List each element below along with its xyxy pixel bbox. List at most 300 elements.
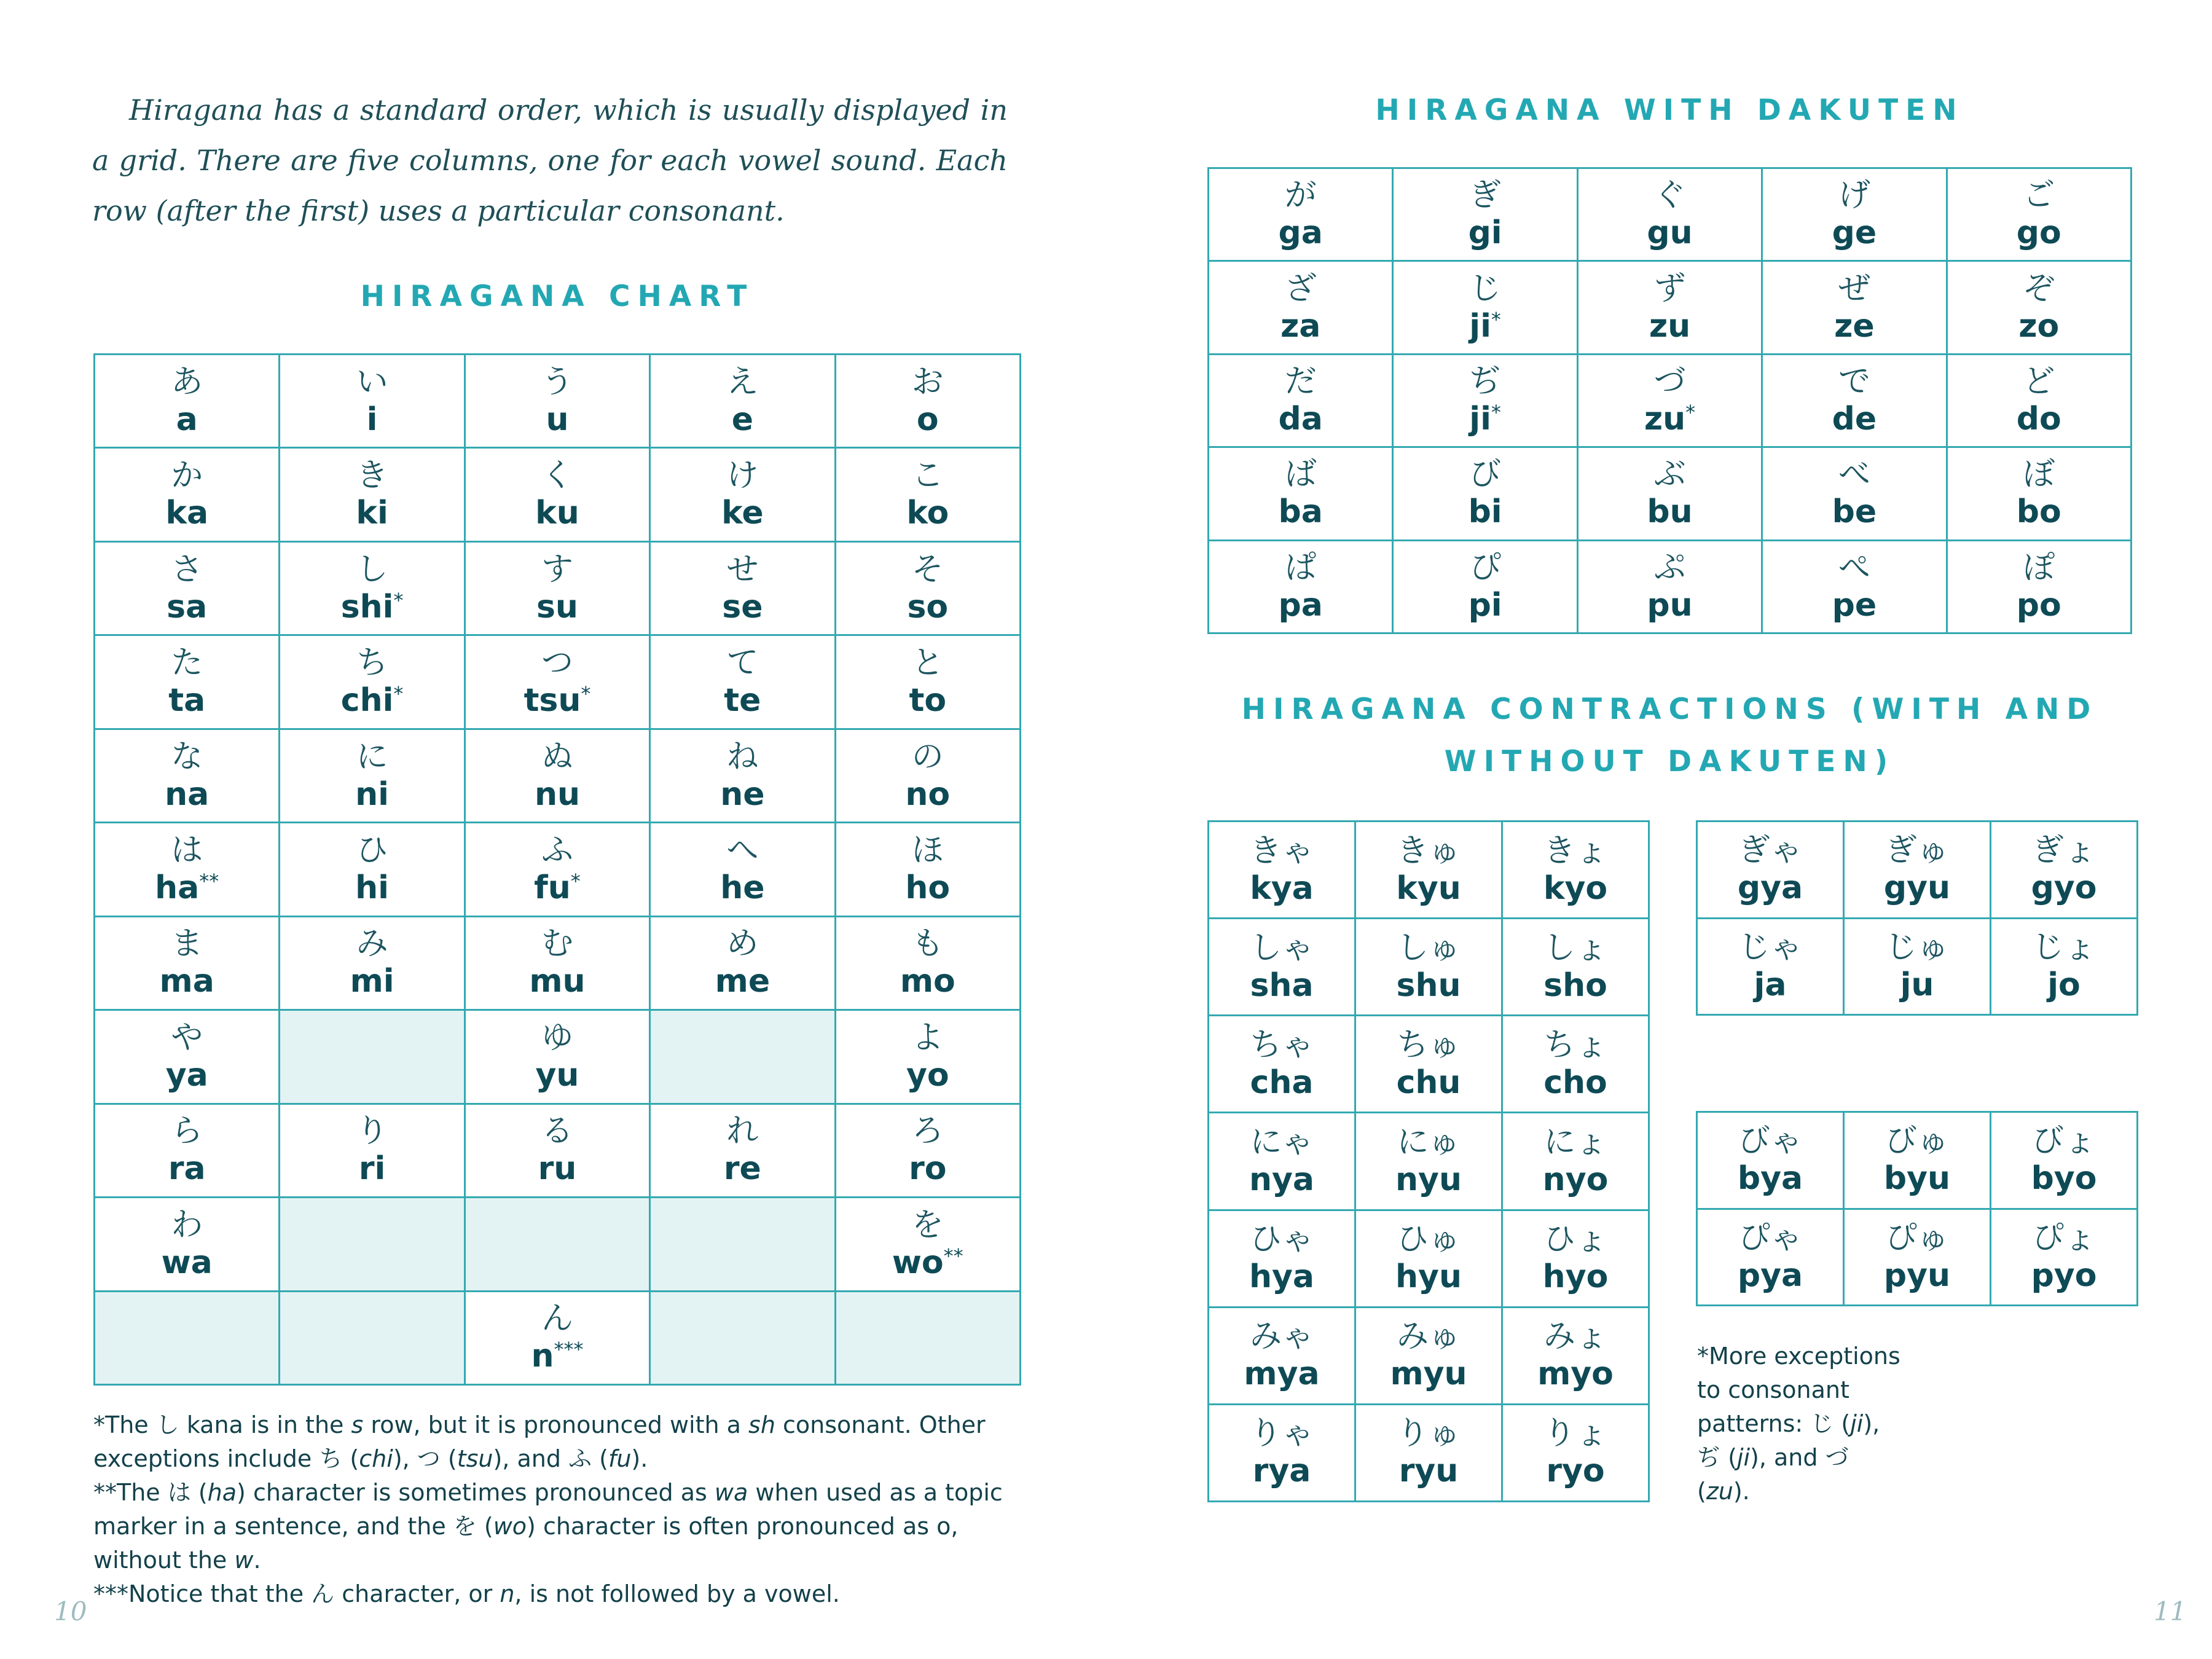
footnote-text: when used as a topic [748,1479,1003,1506]
romaji [1579,400,1761,438]
kana-character: あ [171,363,203,401]
kana-character: す [541,551,573,588]
romaji [1394,586,1576,624]
romaji [1209,1161,1354,1199]
footnote-text: tsu [457,1445,493,1472]
table-row [1209,1113,1649,1210]
kana-cell [1209,1016,1355,1113]
kana-cell [95,916,280,1010]
kana-cell [1762,540,1947,633]
kana-cell [835,729,1020,822]
kana-character: る [541,1113,573,1150]
romaji-text: chi [340,682,394,720]
kana-character: ぶ [1653,456,1686,493]
romaji-text: ru [538,1150,577,1188]
table-row [1697,822,2138,919]
kana-cell [95,355,280,448]
romaji-text: go [2016,214,2061,252]
kana-character: ちょ [1543,1026,1607,1064]
kana-character: さ [171,551,203,588]
romaji [1763,493,1945,531]
romaji-text: gya [1737,869,1803,907]
footnote-text: marker in a sentence, and the を ( [93,1513,493,1540]
table-row [95,1291,1021,1384]
romaji [1394,307,1576,345]
romaji [95,775,278,814]
romaji [651,775,834,814]
romaji [836,494,1019,532]
table-row [1209,1210,1649,1307]
kana-cell [465,448,649,541]
footnote-text: w [234,1547,254,1574]
romaji-text: pu [1647,586,1693,624]
dakuten-title: HIRAGANA WITH DAKUTEN [1375,93,1964,127]
romaji-text: to [909,682,947,720]
kana-character: きゅ [1396,832,1461,869]
footnote-text: ). [631,1445,648,1472]
romaji-text: fu [534,869,571,906]
romaji-text: bo [2016,493,2061,531]
kana-cell [1502,1307,1649,1404]
kana-cell [835,355,1020,448]
romaji-text: ba [1278,493,1323,531]
table-row [95,635,1021,729]
kana-character: た [171,645,203,682]
romaji [466,494,649,532]
empty-cell [280,1291,465,1384]
romaji-text: a [176,401,198,438]
romaji-text: nu [534,775,580,813]
kana-character: ぐ [1653,177,1686,214]
kana-character: わ [171,1206,203,1244]
table-row [1209,822,1649,919]
kana-cell [1355,1307,1502,1404]
kana-character: しゅ [1396,929,1461,967]
romaji [1948,307,2130,345]
footnote-text: s [351,1411,364,1438]
footnote-text: consonant. Other [775,1411,986,1438]
kana-character: こ [911,457,944,495]
footnote-line [1697,1441,1955,1475]
romaji [466,588,649,626]
romaji [651,401,834,439]
romaji [280,869,463,907]
contractions-b-p-table [1696,1111,2138,1306]
kana-character: ぽ [2023,549,2055,586]
kana-character: ど [2023,363,2055,400]
romaji-text: do [2016,400,2061,437]
romaji-text: me [715,963,771,1000]
kana-character: ぱ [1284,549,1317,586]
romaji [466,1056,649,1094]
kana-character: ざ [1284,270,1317,307]
kana-cell [1209,919,1355,1016]
footnote-text: chi [359,1445,393,1472]
kana-character: りゃ [1249,1415,1314,1453]
kana-character: と [911,645,944,682]
romaji [836,1150,1019,1188]
romaji [1503,1452,1648,1490]
kana-cell [1762,447,1947,540]
footnote-text: exceptions include ち ( [93,1445,359,1472]
romaji-text: ji [1469,307,1491,345]
romaji-text: ryu [1398,1453,1459,1490]
romaji [1991,1257,2136,1295]
kana-character: みょ [1543,1318,1607,1355]
romaji-text: hya [1249,1258,1314,1296]
table-row [1209,1307,1649,1404]
kana-cell [280,916,465,1010]
romaji [1356,1355,1501,1393]
romaji [651,494,834,532]
romaji-text: n [531,1338,554,1375]
romaji-text: sha [1250,967,1314,1004]
kana-cell [95,635,280,729]
kana-cell [1991,918,2138,1015]
romaji [95,962,278,1000]
intro-paragraph: Hiragana has a standard order, which is usually displayed in a grid. There are five columns, one for each vowel sound. Each row (after the first) uses a particular consonant. [92,93,1008,227]
romaji [1948,400,2130,438]
kana-cell [1577,540,1762,633]
page-number-left: 10 [54,1596,87,1626]
romaji [1356,869,1501,908]
romaji [1579,493,1761,531]
footnote-text: *More exceptions [1697,1343,1900,1370]
footnote-line [93,1442,1052,1476]
romaji [280,775,463,814]
footnote-line [93,1510,1052,1543]
romaji [651,1150,834,1188]
kana-cell [650,916,835,1010]
kana-cell [1209,822,1355,919]
table-row [1209,540,2132,633]
romaji-text: su [536,588,578,626]
romaji [280,401,463,439]
romaji [1356,1452,1501,1490]
kana-cell [1355,919,1502,1016]
romaji [1356,967,1501,1005]
kana-cell [95,729,280,822]
romaji-text: pe [1832,586,1877,624]
romaji-text: nya [1249,1161,1314,1198]
romaji-text: pi [1468,586,1502,624]
romaji-text: kyo [1543,869,1608,907]
kana-character: び [1469,456,1502,493]
footnote-marker: * [393,682,404,706]
hiragana-chart-table [93,353,1021,1386]
footnote-text: sh [748,1411,775,1438]
kana-character: ぞ [2023,270,2055,307]
romaji-text: za [1281,307,1321,345]
footnote-line [93,1577,1052,1611]
footnote-text: ), つ ( [393,1445,457,1472]
empty-cell [835,1291,1020,1384]
romaji [1209,586,1392,624]
table-row [95,823,1021,916]
kana-character: ぎ [1469,177,1502,214]
romaji-text: ji [1469,400,1491,437]
romaji-text: mu [529,963,586,1000]
kana-cell [1355,822,1502,919]
romaji [466,401,649,439]
table-row [95,541,1021,635]
romaji-text: wa [161,1244,213,1281]
kana-character: づ [1653,363,1686,400]
romaji-text: ya [165,1056,208,1094]
romaji [1394,493,1576,531]
romaji-text: pya [1737,1257,1803,1294]
romaji-text: so [907,588,949,626]
kana-character: の [911,738,944,775]
kana-cell [650,448,835,541]
table-row [95,729,1021,822]
footnote-line [93,1476,1052,1510]
kana-cell [1355,1016,1502,1113]
footnote-line [93,1543,1052,1577]
romaji [1698,966,1843,1004]
kana-character: ぢ [1469,363,1502,400]
romaji-text: kyu [1396,869,1461,907]
kana-cell [1209,540,1393,633]
romaji [95,681,278,720]
romaji-text: ki [356,495,388,532]
contractions-title-line-2: WITHOUT DAKUTEN) [1444,745,1896,779]
romaji-text: zu [1649,307,1691,345]
romaji-text: no [905,775,951,813]
romaji [280,494,463,532]
footnote-text: wo [493,1513,527,1540]
kana-cell [1762,261,1947,354]
romaji-text: hyo [1542,1258,1609,1296]
kana-cell [1502,919,1649,1016]
footnote-text: ji [1736,1444,1751,1471]
romaji [1763,214,1945,252]
kana-cell [1209,261,1393,354]
footnote-marker: ** [199,869,219,893]
kana-cell [1947,168,2131,261]
kana-cell [1762,168,1947,261]
kana-cell [465,635,649,729]
romaji-text: e [731,401,753,438]
footnote-marker: * [393,588,404,612]
romaji-text: re [723,1150,761,1188]
dakuten-table [1207,167,2132,634]
romaji-text: hyu [1395,1258,1462,1296]
kana-cell [280,541,465,635]
footnote-marker: ** [943,1244,963,1268]
table-row [1209,919,1649,1016]
table-row [1209,1404,1649,1501]
romaji-text: nyu [1395,1161,1462,1198]
empty-cell [280,1010,465,1104]
kana-character: も [911,925,944,963]
kana-character: ぴゃ [1738,1219,1802,1257]
table-row [1209,1016,1649,1113]
romaji [1503,1258,1648,1296]
kana-cell [650,635,835,729]
romaji-text: u [546,401,569,438]
kana-cell [465,1010,649,1104]
kana-cell [1502,822,1649,919]
romaji-text: bi [1468,493,1502,531]
romaji [1845,869,1990,907]
kana-character: ば [1284,456,1317,493]
kana-character: は [171,831,203,869]
romaji-text: se [722,588,763,626]
romaji [95,869,278,907]
kana-character: ふ [541,831,573,869]
kana-cell [1844,918,1991,1015]
kana-character: しょ [1543,929,1607,967]
kana-cell [280,823,465,916]
kana-cell [1991,822,2138,919]
romaji [1503,1355,1648,1393]
romaji [95,588,278,626]
romaji-text: ze [1834,307,1875,345]
kana-character: げ [1838,177,1870,214]
kana-character: にゅ [1397,1123,1461,1161]
romaji-text: ge [1832,214,1877,252]
kana-cell [1209,1404,1355,1501]
hiragana-chart-title: HIRAGANA CHART [360,280,755,313]
romaji [1948,214,2130,252]
romaji [651,962,834,1000]
kana-cell [1991,1112,2138,1209]
footnote-marker: * [581,682,591,706]
table-row [1209,447,2132,540]
kana-character: て [726,645,759,682]
romaji [95,494,278,532]
romaji [1698,1159,1843,1198]
kana-cell [1947,540,2131,633]
footnote-text: ぢ ( [1697,1444,1737,1471]
footnote-text: row, but it is pronounced with a [363,1411,749,1438]
table-row [1697,918,2138,1015]
kana-cell [1502,1016,1649,1113]
kana-cell [280,1104,465,1197]
romaji-text: ga [1278,214,1323,252]
kana-character: りょ [1543,1415,1607,1453]
empty-cell [280,1198,465,1291]
kana-character: ぜ [1838,270,1870,307]
romaji-text: byo [2031,1160,2097,1198]
romaji-text: ri [358,1150,386,1188]
footnote-line [1697,1373,1955,1407]
kana-character: みゃ [1249,1318,1314,1355]
kana-cell [1393,447,1577,540]
footnote-text: n [500,1580,515,1607]
kana-cell [465,823,649,916]
table-row [1209,168,2132,261]
romaji [1394,214,1576,252]
romaji-text: ryo [1546,1453,1605,1490]
kana-character: ぴゅ [1885,1219,1949,1257]
romaji [1503,1064,1648,1102]
kana-character: お [911,363,944,401]
kana-character: ぺ [1838,549,1870,586]
kana-cell [835,1198,1020,1291]
romaji [280,962,463,1000]
footnote-text: to consonant [1697,1376,1849,1403]
romaji [1579,214,1761,252]
footnote-text: zu [1706,1478,1733,1505]
kana-character: い [356,363,388,401]
footnote-text: *The し kana is in the [93,1411,351,1438]
romaji [466,681,649,720]
footnote-marker: * [1491,307,1501,331]
kana-character: が [1284,177,1317,214]
romaji [466,1337,649,1375]
kana-character: や [171,1019,203,1056]
romaji-text: mo [900,963,955,1000]
romaji [836,588,1019,626]
romaji-text: ka [165,495,209,532]
romaji-text: ku [535,495,579,532]
table-row [95,1104,1021,1197]
kana-character: へ [726,831,759,869]
contractions-main-table [1207,820,1650,1502]
romaji-text: ju [1900,966,1934,1003]
kana-character: そ [911,551,944,588]
kana-character: ち [356,645,388,682]
table-row [95,1010,1021,1104]
kana-character: れ [726,1113,759,1150]
kana-cell [1355,1210,1502,1307]
romaji [1763,307,1945,345]
romaji-text: ne [720,775,765,813]
kana-character: ぴ [1469,549,1502,586]
romaji [1698,1257,1843,1295]
kana-cell [835,541,1020,635]
romaji-text: hi [355,869,389,906]
romaji-text: be [1832,493,1877,531]
kana-character: ろ [911,1113,944,1150]
romaji-text: zu [1644,400,1686,437]
kana-character: ひゃ [1249,1221,1314,1258]
contractions-g-j-table [1696,820,2138,1016]
kana-cell [1697,1209,1844,1306]
romaji-text: tsu [524,682,581,720]
romaji [1579,307,1761,345]
romaji [1356,1258,1501,1296]
romaji-text: nyo [1542,1161,1609,1198]
kana-character: む [541,925,573,963]
romaji [280,588,463,626]
romaji-text: pyu [1883,1257,1951,1294]
kana-character: じゃ [1738,928,1802,966]
romaji [1991,1159,2136,1198]
kana-character: にゃ [1250,1123,1314,1161]
kana-cell [1947,261,2131,354]
kana-character: びゅ [1885,1123,1949,1160]
kana-character: せ [726,551,759,588]
romaji-text: ja [1754,966,1787,1003]
kana-cell [95,823,280,916]
footnote-line [1697,1475,1955,1508]
romaji [1209,1064,1354,1102]
kana-character: ひ [356,831,388,869]
kana-character: か [171,457,203,495]
romaji [1209,493,1392,531]
romaji [1763,586,1945,624]
footnote-text: ), [1863,1410,1880,1437]
table-row [1697,1209,2138,1306]
romaji-text: o [916,401,939,438]
kana-character: びょ [2031,1123,2096,1160]
kana-character: ね [726,738,759,775]
footnote-marker: * [1685,400,1696,424]
romaji [1991,966,2136,1004]
